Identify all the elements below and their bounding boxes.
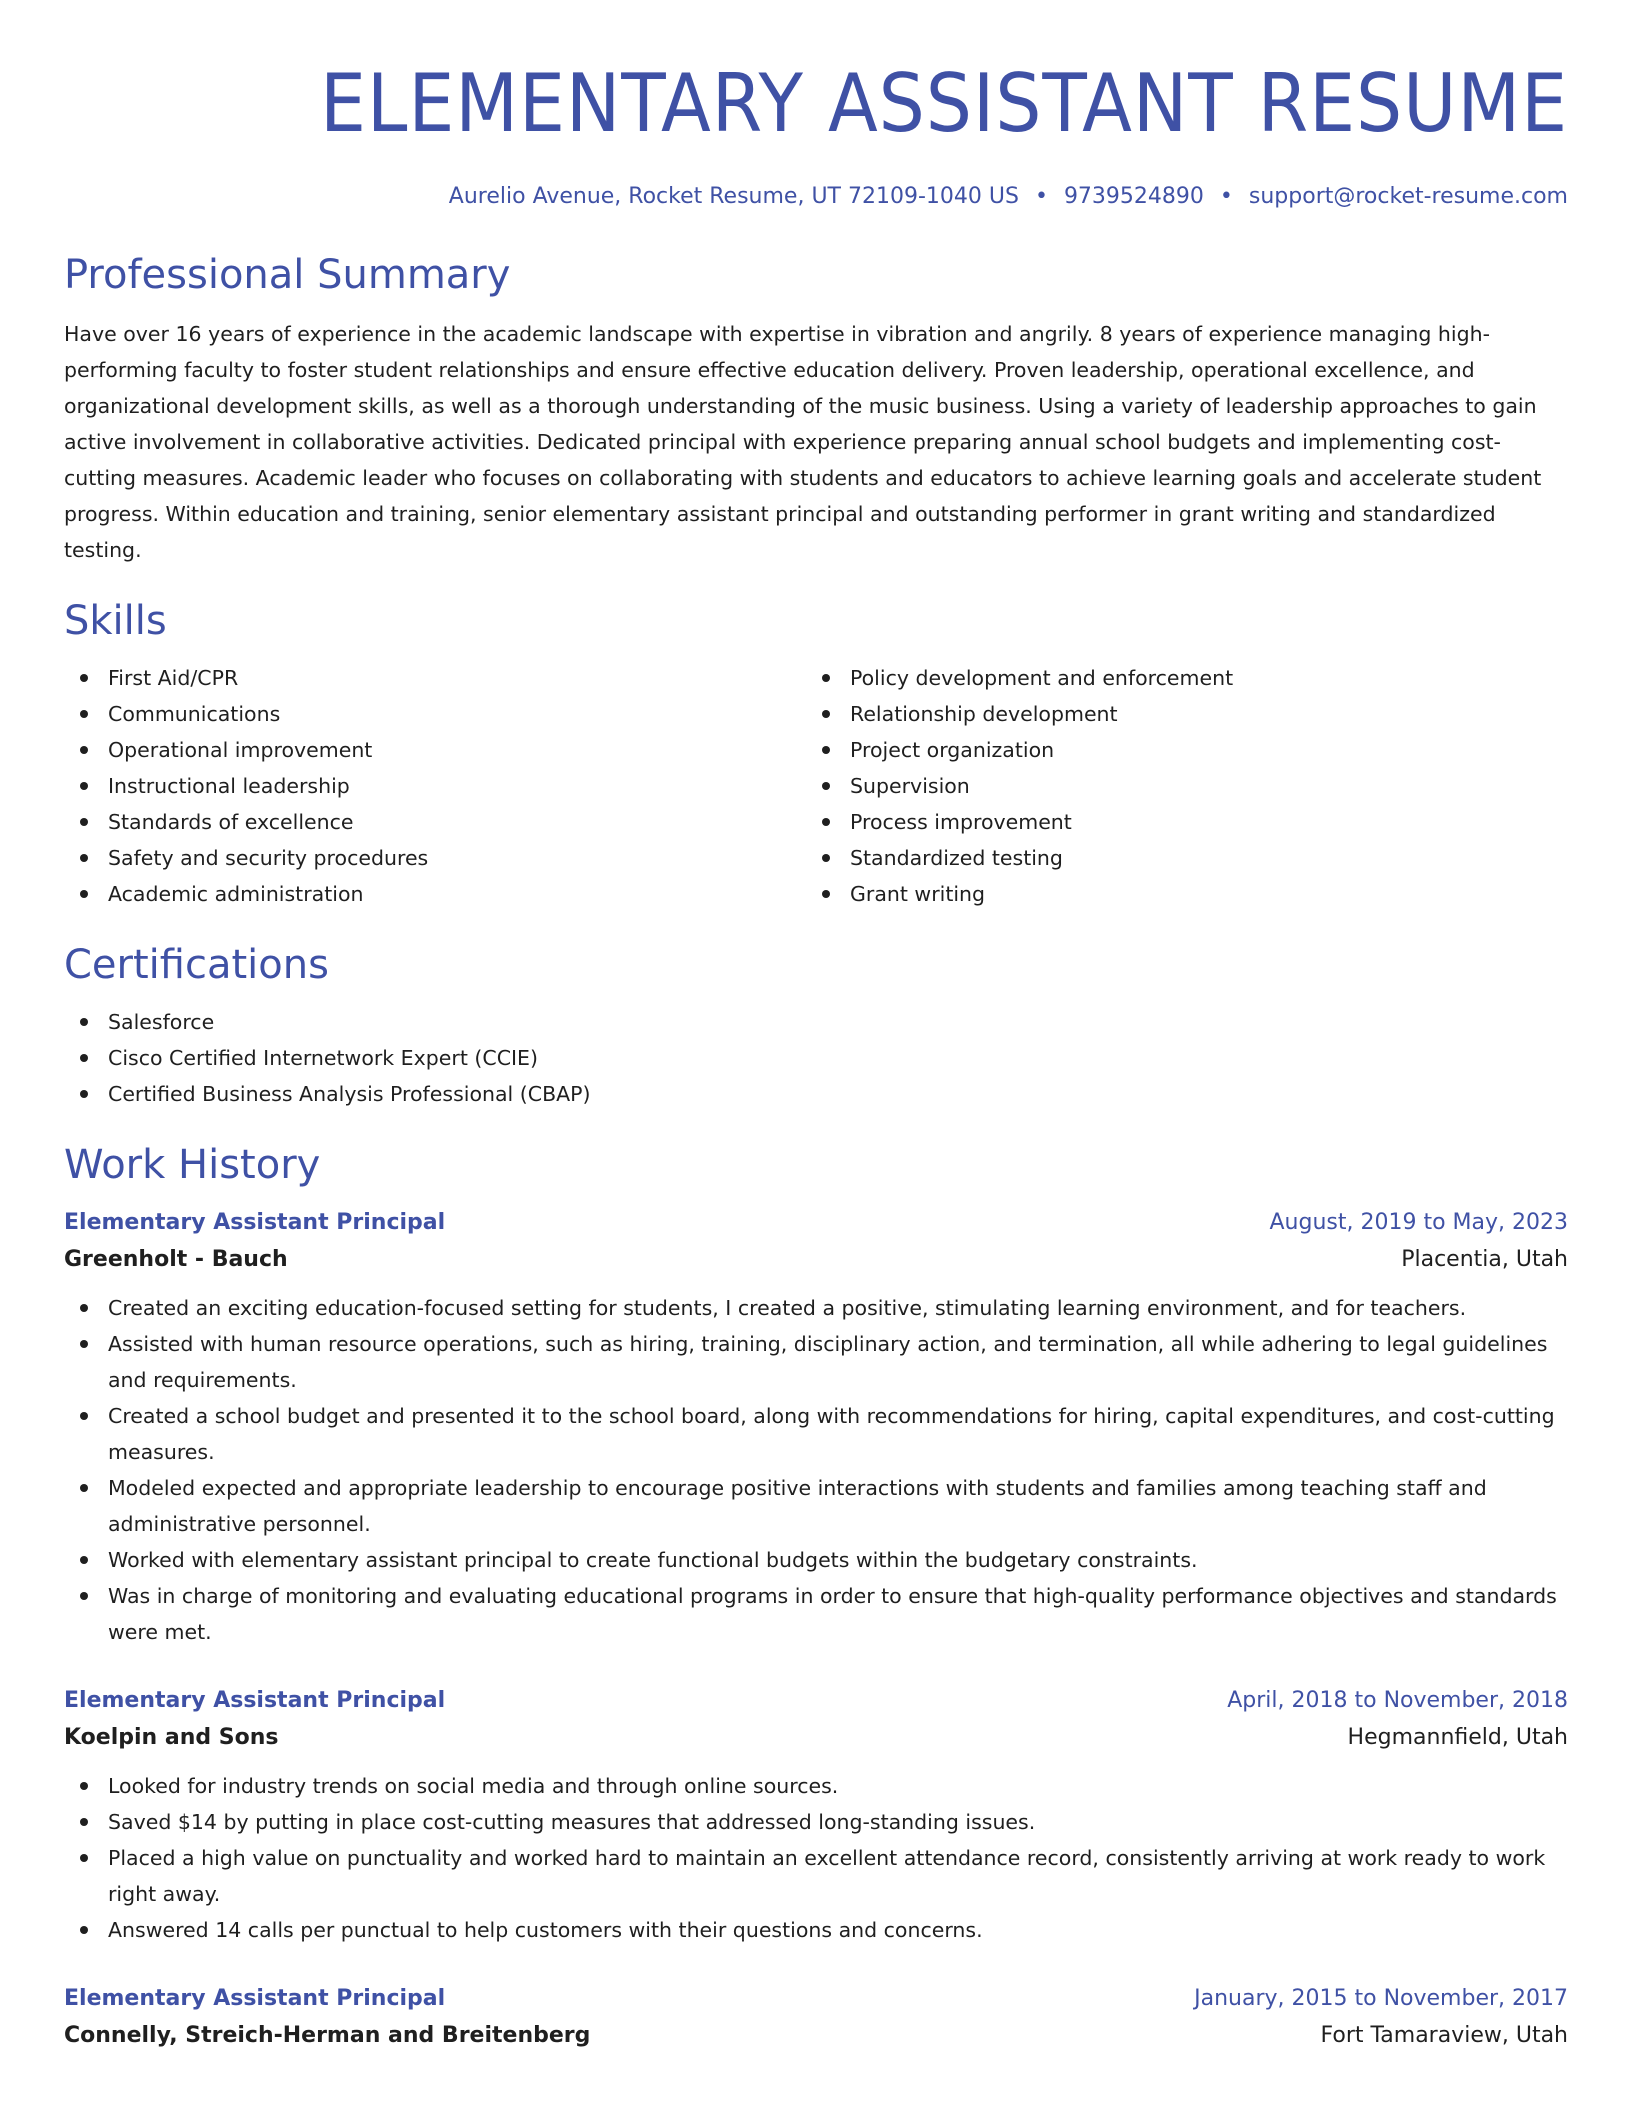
job-bullet-text: Placed a high value on punctuality and worked hard to maintain an excellent attendance record, consistently arriving at work ready to work right away. — [108, 1846, 1546, 1906]
bullet-dot — [80, 1818, 88, 1826]
bullet-dot — [80, 854, 88, 862]
bullet-dot — [80, 782, 88, 790]
bullet-dot — [80, 1412, 88, 1420]
skill-item-text: Standards of excellence — [108, 810, 354, 834]
certification-item-text: Salesforce — [108, 1010, 215, 1034]
bullet-dot — [80, 1484, 88, 1492]
skill-item — [64, 840, 806, 876]
job-bullet-text: Modeled expected and appropriate leadership to encourage positive interactions with students and families among teaching staff and administrative personnel. — [108, 1476, 1487, 1536]
job-bullet-text: Created an exciting education-focused setting for students, I created a positive, stimulating learning environment, and for teachers. — [108, 1296, 1467, 1320]
bullet-dot — [80, 818, 88, 826]
certification-item-text: Certified Business Analysis Professional (CBAP) — [108, 1082, 591, 1106]
job-bullet — [64, 1326, 1568, 1398]
job-bullet — [64, 1768, 1568, 1804]
bullet-dot — [80, 1556, 88, 1564]
skill-item — [806, 840, 1548, 876]
contact-email: support@rocket-resume.com — [1248, 184, 1568, 209]
resume-page — [64, 0, 1568, 2056]
certification-item — [64, 1076, 1568, 1112]
bullet-dot — [80, 1340, 88, 1348]
skill-item — [64, 768, 806, 804]
job-bullet — [64, 1578, 1568, 1650]
job-company: Connelly, Streich-Herman and Breitenberg — [64, 2023, 591, 2048]
job-dates: August, 2019 to May, 2023 — [1269, 1210, 1568, 1235]
bullet-dot — [80, 746, 88, 754]
skill-item-text: Standardized testing — [850, 846, 1063, 870]
skill-item — [64, 804, 806, 840]
bullet-dot — [822, 818, 830, 826]
job-title: Elementary Assistant Principal — [64, 1986, 446, 2011]
job-bullets — [64, 1768, 1568, 1948]
job-bullet-text: Answered 14 calls per punctual to help customers with their questions and concerns. — [108, 1918, 983, 1942]
work-history-heading: Work History — [64, 1142, 321, 1188]
job-location: Fort Tamaraview, Utah — [1320, 2023, 1568, 2048]
bullet-dot — [80, 1304, 88, 1312]
job-title-row — [64, 1206, 1568, 1240]
bullet-dot — [80, 1926, 88, 1934]
job-bullet-text: Worked with elementary assistant principal to create functional budgets within the budgetary constraints. — [108, 1548, 1198, 1572]
bullet-dot — [80, 1782, 88, 1790]
job-bullet-text: Was in charge of monitoring and evaluating educational programs in order to ensure that high-quality performance objectives and standards were met. — [108, 1584, 1557, 1644]
bullet-dot — [822, 710, 830, 718]
bullet-dot — [80, 890, 88, 898]
job-company: Greenholt - Bauch — [64, 1247, 288, 1272]
job-dates: April, 2018 to November, 2018 — [1227, 1688, 1568, 1713]
job-bullet — [64, 1290, 1568, 1326]
skill-item-text: Supervision — [850, 774, 970, 798]
job-title: Elementary Assistant Principal — [64, 1210, 446, 1235]
skill-item — [806, 768, 1548, 804]
skill-item-text: Process improvement — [850, 810, 1072, 834]
job-title: Elementary Assistant Principal — [64, 1688, 446, 1713]
skill-item — [806, 804, 1548, 840]
job-company-row — [64, 2016, 1568, 2056]
skill-item-text: Grant writing — [850, 882, 986, 906]
contact-line — [64, 182, 1568, 212]
work-history-list — [64, 1206, 1568, 2056]
skill-item — [806, 732, 1548, 768]
job-company-row — [64, 1240, 1568, 1280]
summary-text: Have over 16 years of experience in the academic landscape with expertise in vibration and angrily. 8 years of experience managing high-performing faculty to foster student relationships and ensure effective education delivery. Proven leadership, operational excellence, and organizational development skills, as well as a thorough understanding of the music business. Using a variety of leadership approaches to gain active involvement in collaborative activities. Dedicated principal with experience preparing annual school budgets and implementing cost-cutting measures. Academic leader who focuses on collaborating with students and educators to achieve learning goals and accelerate student progress. Within education and training, senior elementary assistant principal and outstanding performer in grant writing and standardized testing. — [64, 322, 1542, 562]
job-title-row — [64, 1982, 1568, 2016]
skill-item — [806, 876, 1548, 912]
bullet-dot — [80, 674, 88, 682]
job-company-row — [64, 1718, 1568, 1758]
certifications-heading: Certifications — [64, 942, 329, 988]
skill-item-text: Academic administration — [108, 882, 364, 906]
job-location: Hegmannfield, Utah — [1347, 1725, 1568, 1750]
skill-item-text: Operational improvement — [108, 738, 373, 762]
skills-columns — [64, 660, 1568, 912]
job-bullet — [64, 1804, 1568, 1840]
skill-item — [806, 660, 1548, 696]
resume-header — [64, 0, 1568, 212]
summary-heading: Professional Summary — [64, 252, 511, 298]
job-bullet — [64, 1542, 1568, 1578]
bullet-dot — [80, 1090, 88, 1098]
job-title-row — [64, 1684, 1568, 1718]
skill-item-text: Relationship development — [850, 702, 1118, 726]
job-bullet — [64, 1912, 1568, 1948]
bullet-dot — [822, 890, 830, 898]
bullet-dot — [822, 782, 830, 790]
job-bullet-text: Saved $14 by putting in place cost-cutting measures that addressed long-standing issues. — [108, 1810, 1036, 1834]
contact-separator: • — [1219, 184, 1233, 209]
certification-item-text: Cisco Certified Internetwork Expert (CCIE) — [108, 1046, 538, 1070]
skill-item — [64, 732, 806, 768]
job-bullets — [64, 1290, 1568, 1650]
job-bullet — [64, 1470, 1568, 1542]
job-entry — [64, 1206, 1568, 1650]
certification-item — [64, 1004, 1568, 1040]
skill-item — [64, 876, 806, 912]
skill-item — [64, 696, 806, 732]
contact-separator: • — [1034, 184, 1048, 209]
job-entry — [64, 1684, 1568, 1948]
bullet-dot — [80, 710, 88, 718]
certifications-list — [64, 1004, 1568, 1112]
job-bullet-text: Assisted with human resource operations, such as hiring, training, disciplinary action, and termination, all while adhering to legal guidelines and requirements. — [108, 1332, 1548, 1392]
contact-phone: 9739524890 — [1063, 184, 1204, 209]
job-entry — [64, 1982, 1568, 2056]
skills-heading: Skills — [64, 598, 167, 644]
skill-item-text: First Aid/CPR — [108, 666, 239, 690]
job-dates: January, 2015 to November, 2017 — [1194, 1986, 1568, 2011]
contact-address: Aurelio Avenue, Rocket Resume, UT 72109-1040 US — [448, 184, 1019, 209]
job-bullet — [64, 1840, 1568, 1912]
skill-item-text: Instructional leadership — [108, 774, 350, 798]
job-bullet-text: Created a school budget and presented it to the school board, along with recommendations for hiring, capital expenditures, and cost-cutting measures. — [108, 1404, 1555, 1464]
bullet-dot — [80, 1018, 88, 1026]
certification-item — [64, 1040, 1568, 1076]
job-bullet — [64, 1398, 1568, 1470]
resume-title: ELEMENTARY ASSISTANT RESUME — [319, 57, 1568, 150]
bullet-dot — [822, 746, 830, 754]
bullet-dot — [822, 854, 830, 862]
skill-item-text: Communications — [108, 702, 281, 726]
skills-right-list — [806, 660, 1548, 912]
skills-left-list — [64, 660, 806, 912]
job-location: Placentia, Utah — [1401, 1247, 1568, 1272]
bullet-dot — [822, 674, 830, 682]
bullet-dot — [80, 1054, 88, 1062]
job-company: Koelpin and Sons — [64, 1725, 279, 1750]
skill-item — [64, 660, 806, 696]
skill-item-text: Policy development and enforcement — [850, 666, 1234, 690]
skill-item-text: Project organization — [850, 738, 1055, 762]
bullet-dot — [80, 1854, 88, 1862]
skill-item — [806, 696, 1548, 732]
bullet-dot — [80, 1592, 88, 1600]
job-bullet-text: Looked for industry trends on social media and through online sources. — [108, 1774, 839, 1798]
skill-item-text: Safety and security procedures — [108, 846, 429, 870]
